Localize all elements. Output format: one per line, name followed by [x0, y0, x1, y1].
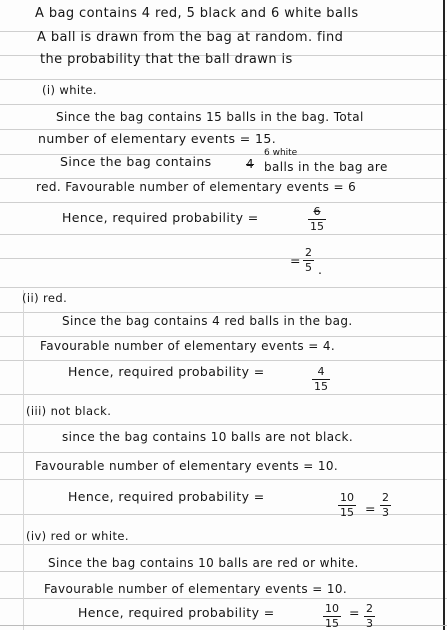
part-iii-line-2: Favourable number of elementary events = 10. — [35, 459, 339, 473]
part-iv-line-3: Hence, required probability = — [78, 605, 275, 620]
denominator: 15 — [325, 617, 339, 630]
denominator: 3 — [366, 617, 373, 630]
ruled-line — [0, 598, 447, 599]
numerator: 10 — [340, 491, 354, 504]
part-ii-line-2: Favourable number of elementary events = 4. — [40, 339, 336, 353]
ruled-line — [0, 258, 447, 259]
page-edge — [0, 625, 447, 626]
part-ii-line-1: Since the bag contains 4 red balls in the bag. — [62, 314, 353, 328]
ruled-line — [0, 544, 447, 545]
part-iii-fraction-2 — [380, 492, 391, 519]
part-iv-label: (iv) red or white. — [26, 529, 129, 543]
part-i-line-5: Hence, required probability = — [62, 210, 259, 225]
numerator: 2 — [366, 602, 373, 615]
problem-line-3: the probability that the ball drawn is — [40, 52, 293, 67]
page-edge — [443, 0, 445, 630]
ruled-line — [0, 287, 447, 288]
ruled-line — [0, 394, 447, 395]
part-i-line-1: Since the bag contains 15 balls in the bag. Total — [56, 110, 364, 124]
ruled-line — [0, 312, 447, 313]
ruled-line — [0, 79, 447, 80]
part-i-label: (i) white. — [42, 83, 97, 97]
denominator: 15 — [310, 220, 324, 233]
ruled-line — [0, 178, 447, 179]
denominator: 15 — [340, 506, 354, 519]
ruled-line — [0, 360, 447, 361]
part-i-line-3b: balls in the bag are — [264, 160, 388, 174]
part-ii-line-3: Hence, required probability = — [68, 364, 265, 379]
part-i-line-3a: Since the bag contains — [60, 154, 212, 169]
numerator: 10 — [325, 602, 339, 615]
ruled-line — [0, 129, 447, 130]
denominator: 3 — [382, 506, 389, 519]
part-iv-line-1: Since the bag contains 10 balls are red or white. — [48, 556, 359, 570]
numerator: 4 — [317, 365, 325, 378]
problem-line-2: A ball is drawn from the bag at random. find — [37, 30, 344, 45]
ruled-line — [0, 104, 447, 105]
numerator: 2 — [382, 491, 389, 504]
struck-number: 4 — [246, 157, 255, 171]
numerator: 2 — [305, 246, 312, 259]
part-ii-label: (ii) red. — [22, 291, 68, 305]
ruled-line — [0, 452, 447, 453]
part-iii-line-3: Hence, required probability = — [68, 489, 265, 504]
part-iv-fraction-1 — [323, 603, 341, 630]
part-i-line-4: red. Favourable number of elementary events = 6 — [36, 180, 357, 194]
part-iv-fraction-2 — [364, 603, 375, 630]
period: . — [318, 262, 323, 277]
part-iii-label: (iii) not black. — [26, 404, 112, 418]
ruled-line — [0, 336, 447, 337]
ruled-line — [0, 424, 447, 425]
ruled-line — [0, 571, 447, 572]
ruled-line — [0, 202, 447, 203]
part-ii-fraction — [312, 366, 330, 393]
denominator: 5 — [305, 261, 312, 274]
margin-line — [23, 290, 24, 630]
part-i-insert: 6 white — [264, 148, 298, 158]
numerator: 6 — [313, 205, 321, 218]
equals-sign: = — [349, 605, 360, 620]
part-i-fraction-2 — [303, 247, 314, 274]
ruled-line — [0, 234, 447, 235]
part-iii-line-1: since the bag contains 10 balls are not black. — [62, 430, 354, 444]
equals-sign: = — [290, 253, 301, 268]
part-iii-fraction-1 — [338, 492, 356, 519]
part-iv-line-2: Favourable number of elementary events = 10. — [44, 582, 348, 596]
part-i-fraction-1 — [308, 206, 326, 233]
problem-line-1: A bag contains 4 red, 5 black and 6 white balls — [35, 6, 359, 21]
ruled-line — [0, 479, 447, 480]
equals-sign: = — [365, 501, 376, 516]
part-i-line-2: number of elementary events = 15. — [38, 131, 277, 146]
denominator: 15 — [314, 380, 328, 393]
